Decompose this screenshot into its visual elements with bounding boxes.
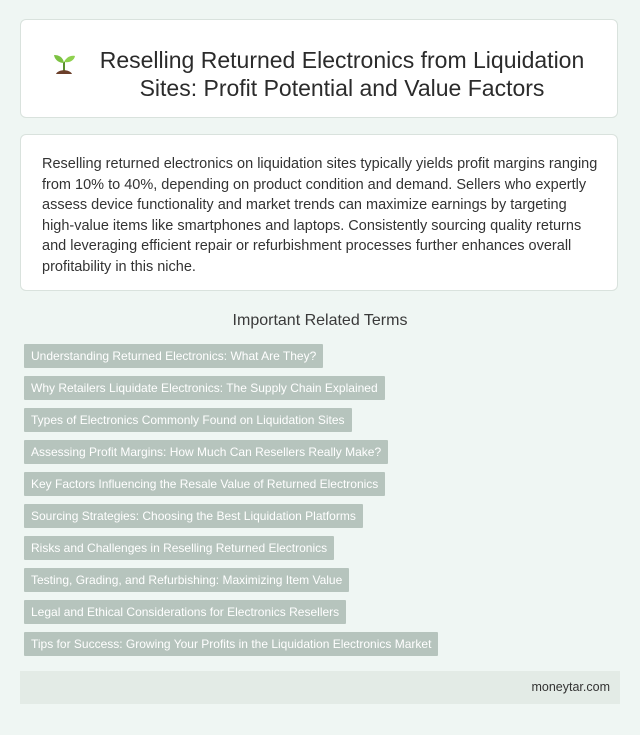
related-term-link[interactable]: Types of Electronics Commonly Found on Liquidation Sites bbox=[24, 408, 352, 432]
related-term-link[interactable]: Risks and Challenges in Reselling Returned Electronics bbox=[24, 536, 334, 560]
summary-card bbox=[20, 134, 618, 291]
title-row bbox=[49, 46, 601, 102]
seedling-icon bbox=[49, 49, 93, 84]
footer-site-name[interactable]: moneytar.com bbox=[531, 680, 610, 694]
title-card bbox=[20, 19, 618, 118]
page-title: Reselling Returned Electronics from Liquidation Sites: Profit Potential and Value Factors bbox=[99, 47, 585, 101]
summary-text: Reselling returned electronics on liquidation sites typically yields profit margins ranging from 10% to 40%, depending on product condition and demand. Sellers who expertly assess device functionality and market trends can maximize earnings by targeting high-value items like smartphones and laptops. Consistently sourcing quality returns and leveraging efficient repair or refurbishment processes further enhances overall profitability in this niche. bbox=[42, 156, 598, 275]
related-term-link[interactable]: Assessing Profit Margins: How Much Can Resellers Really Make? bbox=[24, 440, 388, 464]
related-term-link[interactable]: Understanding Returned Electronics: What Are They? bbox=[24, 344, 323, 368]
related-terms-list bbox=[24, 344, 624, 664]
related-term-link[interactable]: Why Retailers Liquidate Electronics: The Supply Chain Explained bbox=[24, 376, 385, 400]
related-term-link[interactable]: Tips for Success: Growing Your Profits in the Liquidation Electronics Market bbox=[24, 632, 438, 656]
related-terms-heading: Important Related Terms bbox=[232, 312, 408, 329]
related-term-link[interactable]: Testing, Grading, and Refurbishing: Maximizing Item Value bbox=[24, 568, 349, 592]
related-term-link[interactable]: Legal and Ethical Considerations for Electronics Resellers bbox=[24, 600, 346, 624]
footer-bar bbox=[20, 671, 620, 704]
related-term-link[interactable]: Key Factors Influencing the Resale Value of Returned Electronics bbox=[24, 472, 385, 496]
related-term-link[interactable]: Sourcing Strategies: Choosing the Best Liquidation Platforms bbox=[24, 504, 363, 528]
